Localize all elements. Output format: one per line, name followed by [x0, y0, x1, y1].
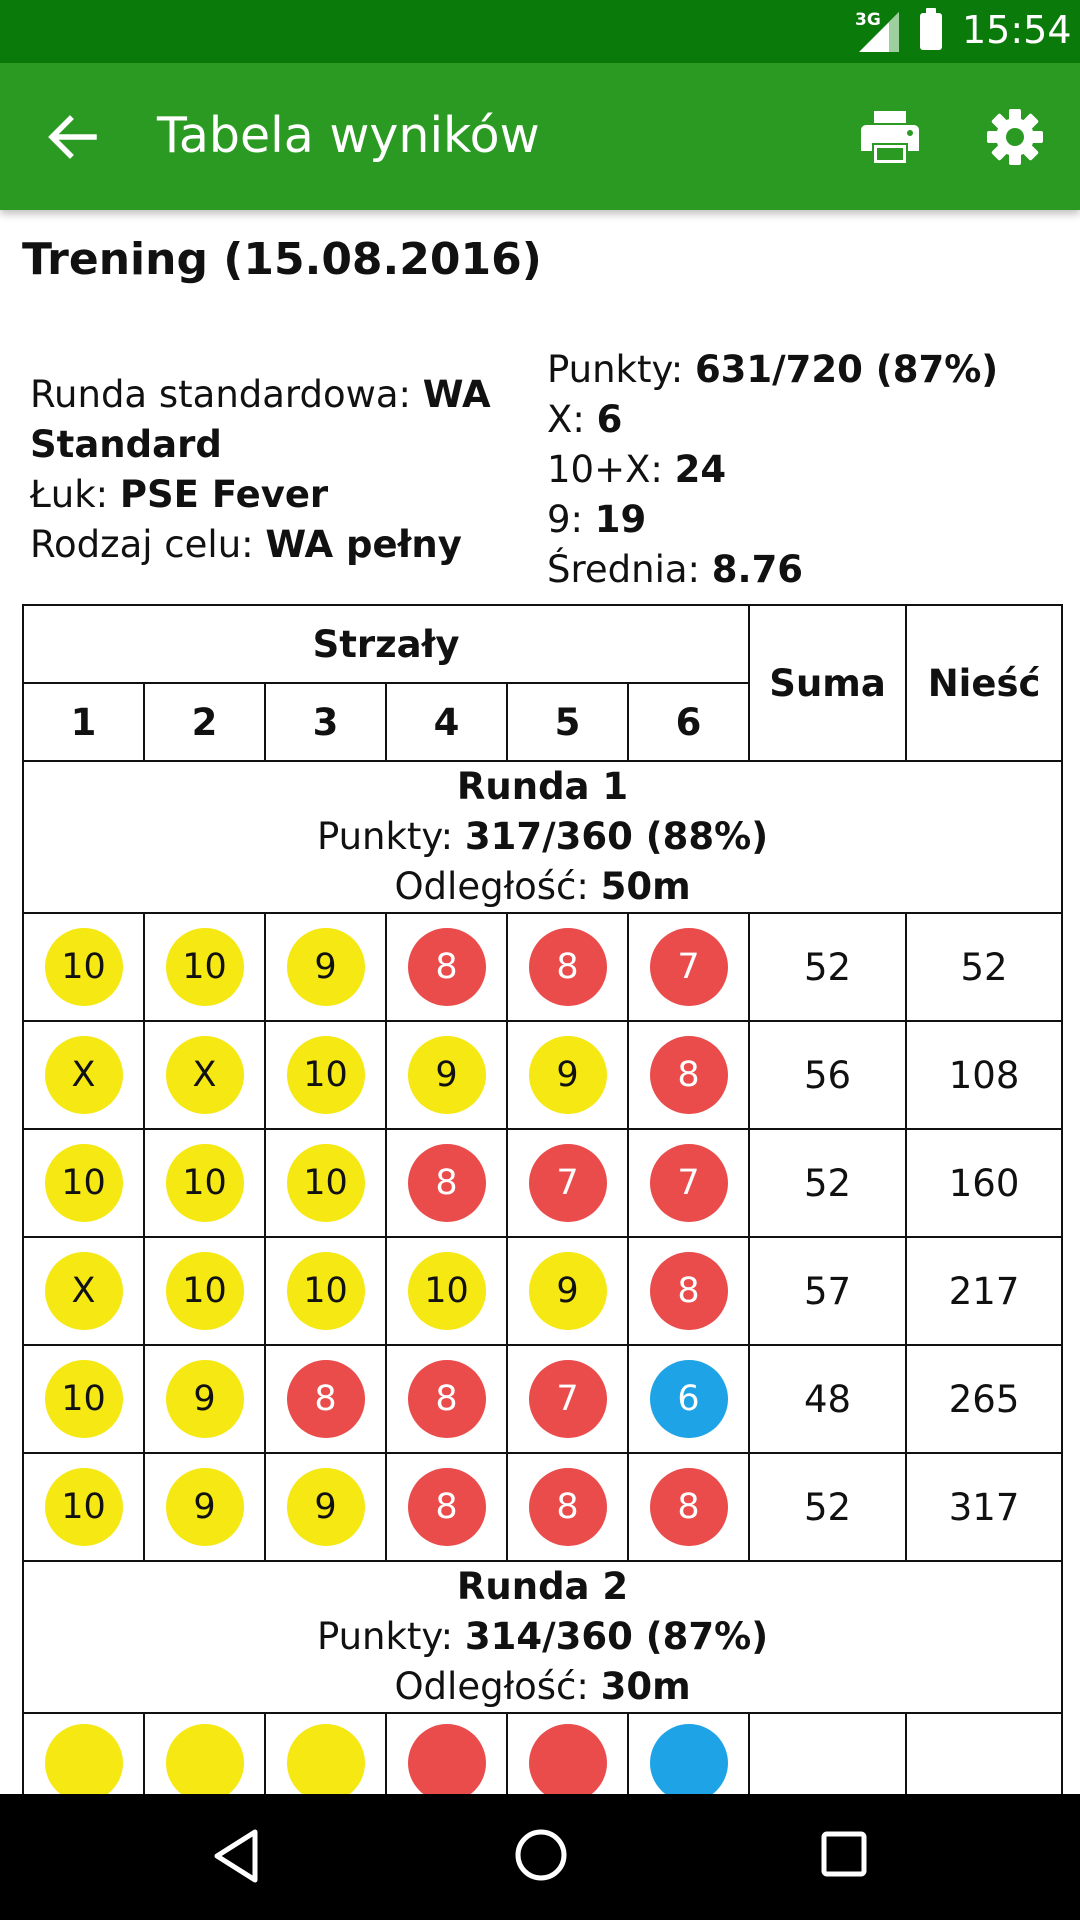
round-distance-row: Odległość: 50m [394, 865, 691, 908]
session-info-left [30, 370, 510, 570]
arrow-cell [386, 1345, 507, 1453]
arrow-cell [507, 1713, 628, 1794]
arrow-score: 9 [287, 1468, 365, 1546]
arrow-score: 8 [529, 928, 607, 1006]
home-circle-icon[interactable] [514, 1828, 568, 1882]
end-row[interactable] [23, 1713, 1062, 1794]
score-table [22, 604, 1063, 1794]
arrow-cell [507, 1021, 628, 1129]
status-bar [0, 0, 1080, 63]
arrow-cell [144, 1237, 265, 1345]
x-count-row [547, 395, 1067, 445]
target-value: WA pełny [265, 523, 462, 566]
arrow-number-header: 6 [628, 683, 749, 761]
carry-header: Nieść [906, 605, 1062, 761]
arrow-cell [628, 1129, 749, 1237]
print-icon[interactable] [860, 109, 920, 165]
round-title: Runda 1 [456, 765, 629, 808]
arrow-score: 8 [408, 1144, 486, 1222]
bow-value: PSE Fever [119, 473, 329, 516]
arrow-cell [265, 913, 386, 1021]
arrow-cell [386, 1021, 507, 1129]
arrow-cell [144, 1345, 265, 1453]
arrow-cell [628, 1453, 749, 1561]
x-count-label: X: [547, 398, 597, 441]
arrow-score: X [45, 1036, 123, 1114]
arrow-number-header: 3 [265, 683, 386, 761]
arrow-cell [386, 1713, 507, 1794]
ten-x-count-label: 10+X: [547, 448, 675, 491]
nine-count-label: 9: [547, 498, 595, 541]
round-header-row [23, 761, 1062, 913]
end-row[interactable] [23, 1129, 1062, 1237]
arrow-score: 8 [650, 1252, 728, 1330]
arrow-cell [144, 1129, 265, 1237]
round-header [23, 1561, 1062, 1713]
arrow-score [529, 1724, 607, 1795]
round-title: Runda 2 [456, 1565, 629, 1608]
arrow-score: 10 [408, 1252, 486, 1330]
arrow-score [287, 1724, 365, 1795]
end-sum: 56 [749, 1021, 906, 1129]
running-total: 217 [906, 1237, 1062, 1345]
arrow-score: 10 [45, 928, 123, 1006]
gear-icon[interactable] [986, 108, 1044, 166]
end-sum: 57 [749, 1237, 906, 1345]
arrow-score: 8 [650, 1036, 728, 1114]
arrow-score: 7 [529, 1360, 607, 1438]
arrow-cell [23, 1021, 144, 1129]
arrow-number-header: 1 [23, 683, 144, 761]
arrow-cell [386, 1453, 507, 1561]
back-arrow-icon[interactable] [44, 109, 100, 165]
arrow-score: 10 [287, 1144, 365, 1222]
arrow-cell [265, 1453, 386, 1561]
target-label: Rodzaj celu: [30, 523, 266, 566]
page-title: Tabela wyników [157, 107, 540, 164]
end-row[interactable] [23, 1021, 1062, 1129]
arrow-score: 9 [166, 1468, 244, 1546]
arrow-cell [386, 1129, 507, 1237]
end-row[interactable] [23, 913, 1062, 1021]
arrow-score: 9 [166, 1360, 244, 1438]
arrow-score: 10 [166, 928, 244, 1006]
arrow-cell [265, 1129, 386, 1237]
end-sum: 52 [749, 1453, 906, 1561]
arrow-cell [144, 1021, 265, 1129]
arrow-cell [386, 913, 507, 1021]
x-count-value: 6 [596, 398, 623, 441]
round-header [23, 761, 1062, 913]
arrow-number-header: 2 [144, 683, 265, 761]
arrow-cell [23, 1713, 144, 1794]
arrow-cell [386, 1237, 507, 1345]
arrow-score: 10 [166, 1252, 244, 1330]
arrow-cell [265, 1713, 386, 1794]
arrows-header: Strzały [23, 605, 749, 683]
arrow-cell [265, 1021, 386, 1129]
round-points-row: Punkty: 317/360 (88%) [316, 815, 769, 858]
arrow-cell [265, 1345, 386, 1453]
battery-icon [920, 13, 942, 50]
arrow-score: X [166, 1036, 244, 1114]
arrow-score: 9 [287, 928, 365, 1006]
arrow-cell [265, 1237, 386, 1345]
running-total: 265 [906, 1345, 1062, 1453]
arrow-score: 10 [45, 1468, 123, 1546]
arrow-score: 7 [650, 928, 728, 1006]
bow-row [30, 470, 510, 520]
ten-x-count-row [547, 445, 1067, 495]
arrow-score: 6 [650, 1360, 728, 1438]
nine-count-value: 19 [594, 498, 647, 541]
arrow-score: 8 [287, 1360, 365, 1438]
arrow-score: 8 [650, 1468, 728, 1546]
arrow-score: 10 [45, 1144, 123, 1222]
arrow-cell [628, 1713, 749, 1794]
bow-label: Łuk: [30, 473, 120, 516]
arrow-number-header: 4 [386, 683, 507, 761]
arrow-score: 10 [45, 1360, 123, 1438]
round-points-row: Punkty: 314/360 (87%) [316, 1615, 769, 1658]
arrow-score [166, 1724, 244, 1795]
navigation-bar [0, 1794, 1080, 1920]
arrow-cell [507, 1345, 628, 1453]
end-row[interactable] [23, 1237, 1062, 1345]
arrow-cell [507, 913, 628, 1021]
arrow-cell [507, 1453, 628, 1561]
ten-x-count-value: 24 [674, 448, 727, 491]
app-toolbar [0, 63, 1080, 210]
arrow-score: 8 [408, 1468, 486, 1546]
average-label: Średnia: [547, 548, 712, 591]
end-row[interactable] [23, 1453, 1062, 1561]
arrow-score: 9 [408, 1036, 486, 1114]
arrow-score [650, 1724, 728, 1795]
arrow-score [45, 1724, 123, 1795]
round-type-value: WA Standard [30, 373, 491, 466]
arrow-cell [144, 1453, 265, 1561]
target-row [30, 520, 510, 570]
arrow-cell [628, 1237, 749, 1345]
arrow-score: 8 [408, 1360, 486, 1438]
arrow-score: X [45, 1252, 123, 1330]
nine-count-row [547, 495, 1067, 545]
arrow-number-header: 5 [507, 683, 628, 761]
arrow-cell [628, 1345, 749, 1453]
arrow-score: 10 [287, 1252, 365, 1330]
end-sum: 52 [749, 913, 906, 1021]
arrow-cell [23, 913, 144, 1021]
average-value: 8.76 [711, 548, 804, 591]
end-sum: 48 [749, 1345, 906, 1453]
round-type-label: Runda standardowa: [30, 373, 423, 416]
arrow-cell [507, 1129, 628, 1237]
end-row[interactable] [23, 1345, 1062, 1453]
arrow-score: 7 [650, 1144, 728, 1222]
recents-square-icon[interactable] [820, 1830, 868, 1878]
arrow-score: 8 [408, 928, 486, 1006]
arrow-score: 10 [287, 1036, 365, 1114]
round-type-row [30, 370, 510, 470]
arrow-cell [628, 913, 749, 1021]
total-points-row [547, 345, 1067, 395]
arrow-cell [23, 1453, 144, 1561]
round-header-row [23, 1561, 1062, 1713]
scoreboard-content[interactable] [0, 210, 1080, 1794]
running-total: 160 [906, 1129, 1062, 1237]
running-total [906, 1713, 1062, 1794]
arrow-score: 9 [529, 1036, 607, 1114]
running-total: 108 [906, 1021, 1062, 1129]
arrow-cell [144, 1713, 265, 1794]
clock: 15:54 [962, 8, 1072, 52]
arrow-score: 9 [529, 1252, 607, 1330]
network-type: 3G [855, 10, 881, 30]
arrow-cell [23, 1345, 144, 1453]
total-points-value: 631/720 (87%) [694, 348, 999, 391]
back-triangle-icon[interactable] [212, 1828, 260, 1884]
arrow-cell [144, 913, 265, 1021]
end-sum [749, 1713, 906, 1794]
arrow-cell [23, 1129, 144, 1237]
arrow-cell [23, 1237, 144, 1345]
sum-header: Suma [749, 605, 906, 761]
arrow-score: 7 [529, 1144, 607, 1222]
arrow-score: 10 [166, 1144, 244, 1222]
arrow-cell [628, 1021, 749, 1129]
running-total: 317 [906, 1453, 1062, 1561]
session-title: Trening (15.08.2016) [22, 234, 542, 285]
round-distance-row: Odległość: 30m [394, 1665, 691, 1708]
session-stats [547, 345, 1067, 595]
running-total: 52 [906, 913, 1062, 1021]
arrow-cell [507, 1237, 628, 1345]
arrow-score: 8 [529, 1468, 607, 1546]
end-sum: 52 [749, 1129, 906, 1237]
average-row [547, 545, 1067, 595]
total-points-label: Punkty: [547, 348, 695, 391]
arrow-score [408, 1724, 486, 1795]
